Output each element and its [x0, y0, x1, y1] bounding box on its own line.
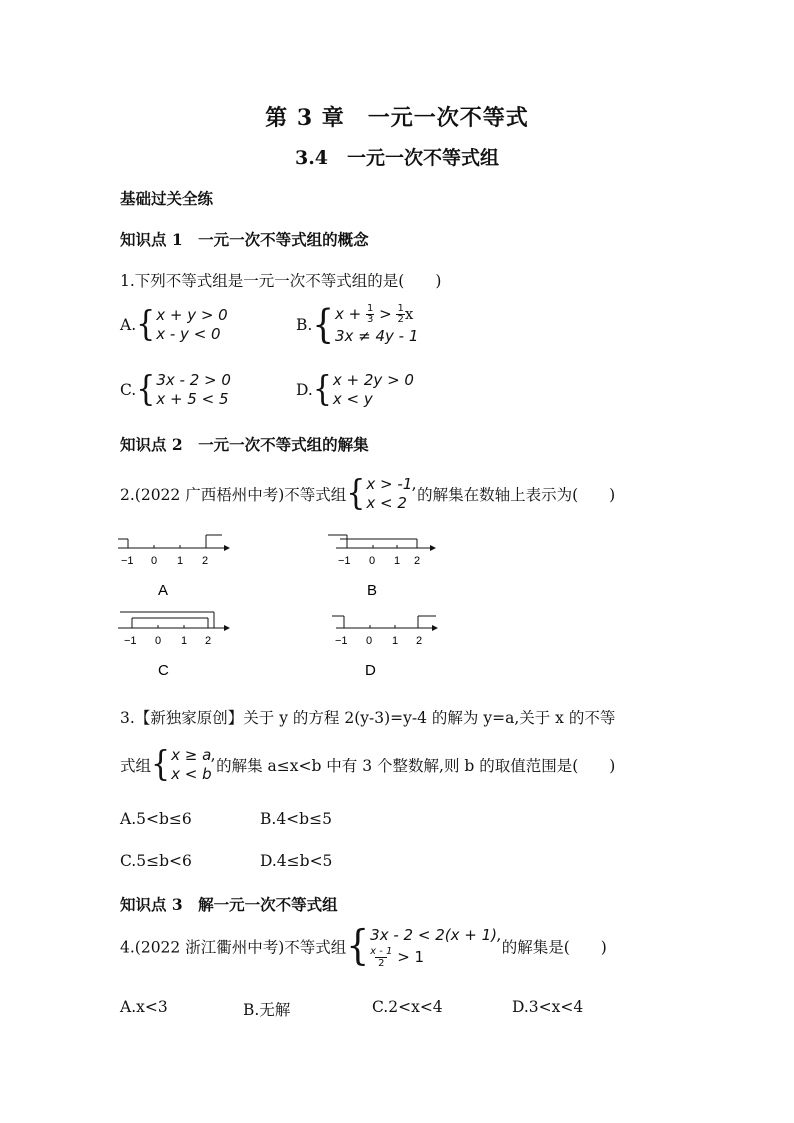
tick-label: 2 [416, 635, 423, 647]
left-brace: { [136, 369, 156, 410]
system-line-1: 3x - 2 < 2(x + 1), [370, 926, 502, 944]
tick-label: −1 [124, 635, 137, 647]
option-label: C. [120, 381, 137, 399]
system-line-2: x < y [332, 390, 373, 408]
question-4-option-c[interactable]: C.2<x<4 [372, 998, 443, 1016]
chapter-title: 第 3 章 一元一次不等式 [265, 105, 529, 131]
tick-label: 0 [151, 555, 158, 567]
question-1-option-d[interactable] [296, 371, 414, 409]
tick-label: 1 [177, 555, 184, 567]
system-line-1: x + 2y > 0 [332, 371, 414, 389]
inequality-system [335, 303, 418, 347]
system-line-2: x + 5 < 5 [156, 390, 229, 408]
question-1-option-a[interactable] [120, 306, 228, 344]
question-3-option-b[interactable]: B.4<b≤5 [260, 810, 332, 828]
question-4-option-d[interactable]: D.3<x<4 [512, 998, 584, 1016]
tick-label: 2 [202, 555, 209, 567]
tick-label: 2 [414, 555, 421, 567]
system-line-2: x < b [171, 765, 212, 783]
system-line-2: $\frac{x - 1}{2} > 1$ [370, 946, 425, 969]
question-3-option-c[interactable]: C.5≤b<6 [120, 852, 192, 870]
tick-label: −1 [121, 555, 134, 567]
question-2-stem: 2.(2022 广西梧州中考)不等式组{x > -1, x < 2 的解集在数轴上表示为( ) [120, 473, 616, 514]
question-4-option-b[interactable]: B.无解 [243, 1001, 291, 1019]
question-1-option-b[interactable] [296, 303, 418, 347]
option-label: C [158, 662, 169, 675]
left-brace: { [312, 369, 332, 410]
option-label: B [367, 582, 378, 599]
knowledge-point-1-heading: 知识点 1 一元一次不等式组的概念 [120, 230, 369, 249]
option-label: D [365, 662, 376, 675]
tick-label: 0 [155, 635, 162, 647]
knowledge-point-2-heading: 知识点 2 一元一次不等式组的解集 [120, 435, 369, 454]
inequality-system [366, 475, 417, 513]
question-3-stem-line-1: 3.【新独家原创】关于 y 的方程 2(y-3)=y-4 的解为 y=a,关于 x 的不等 [120, 709, 616, 727]
inequality-system [171, 746, 216, 784]
question-3-option-d[interactable]: D.4≤b<5 [260, 852, 333, 870]
system-line-2: x - y < 0 [156, 325, 221, 343]
tick-label: 0 [369, 555, 376, 567]
left-brace: { [151, 744, 171, 785]
inequality-system [156, 306, 228, 344]
question-3-option-a[interactable]: A.5<b≤6 [120, 810, 192, 828]
number-line-d[interactable] [332, 616, 438, 675]
number-line-b[interactable] [328, 535, 436, 599]
system-line-2: x < 2 [366, 494, 407, 512]
section-title: 3.4 一元一次不等式组 [294, 147, 500, 169]
tick-label: 2 [205, 635, 212, 647]
knowledge-point-3-heading: 知识点 3 解一元一次不等式组 [120, 895, 338, 914]
question-4-option-a[interactable]: A.x<3 [120, 998, 168, 1016]
question-2-number-lines [110, 525, 450, 675]
left-brace: { [346, 473, 366, 514]
option-label: B. [296, 316, 313, 334]
question-1-option-c[interactable] [120, 371, 231, 409]
tick-label: 1 [392, 635, 399, 647]
question-3-stem-line-2: 式组{x ≥ a, x < b 的解集 a≤x<b 中有 3 个整数解,则 b 的取值范围是( ) [120, 744, 616, 785]
practice-heading: 基础过关全练 [120, 189, 214, 208]
option-label: A [158, 582, 169, 599]
number-line-c[interactable] [118, 612, 230, 675]
tick-label: −1 [335, 635, 348, 647]
left-brace: { [136, 304, 156, 345]
tick-label: 0 [366, 635, 373, 647]
inequality-system [333, 371, 414, 409]
left-brace: { [312, 302, 334, 348]
system-line-1: x ≥ a, [171, 746, 217, 764]
tick-label: 1 [181, 635, 188, 647]
system-line-1: x + y > 0 [156, 306, 228, 324]
left-brace: { [346, 922, 370, 970]
system-line-1: x > -1, [366, 475, 418, 493]
system-line-1: $x + \frac{1}{3} > \frac{1}{2}x$ [334, 303, 414, 325]
number-line-a[interactable] [118, 535, 230, 599]
question-4-stem: 4.(2022 浙江衢州中考)不等式组{3x - 2 < 2(x + 1), $\frac{x - 1}{2} > 1$的解集是( ) [120, 922, 607, 970]
system-line-2: 3x ≠ 4y - 1 [334, 327, 419, 345]
tick-label: 1 [394, 555, 401, 567]
question-1-stem: 1.下列不等式组是一元一次不等式组的是( ) [120, 272, 442, 290]
option-label: D. [296, 381, 313, 399]
tick-label: −1 [338, 555, 351, 567]
system-line-1: 3x - 2 > 0 [156, 371, 231, 389]
option-label: A. [120, 316, 137, 334]
inequality-system [370, 924, 502, 969]
inequality-system [156, 371, 231, 409]
